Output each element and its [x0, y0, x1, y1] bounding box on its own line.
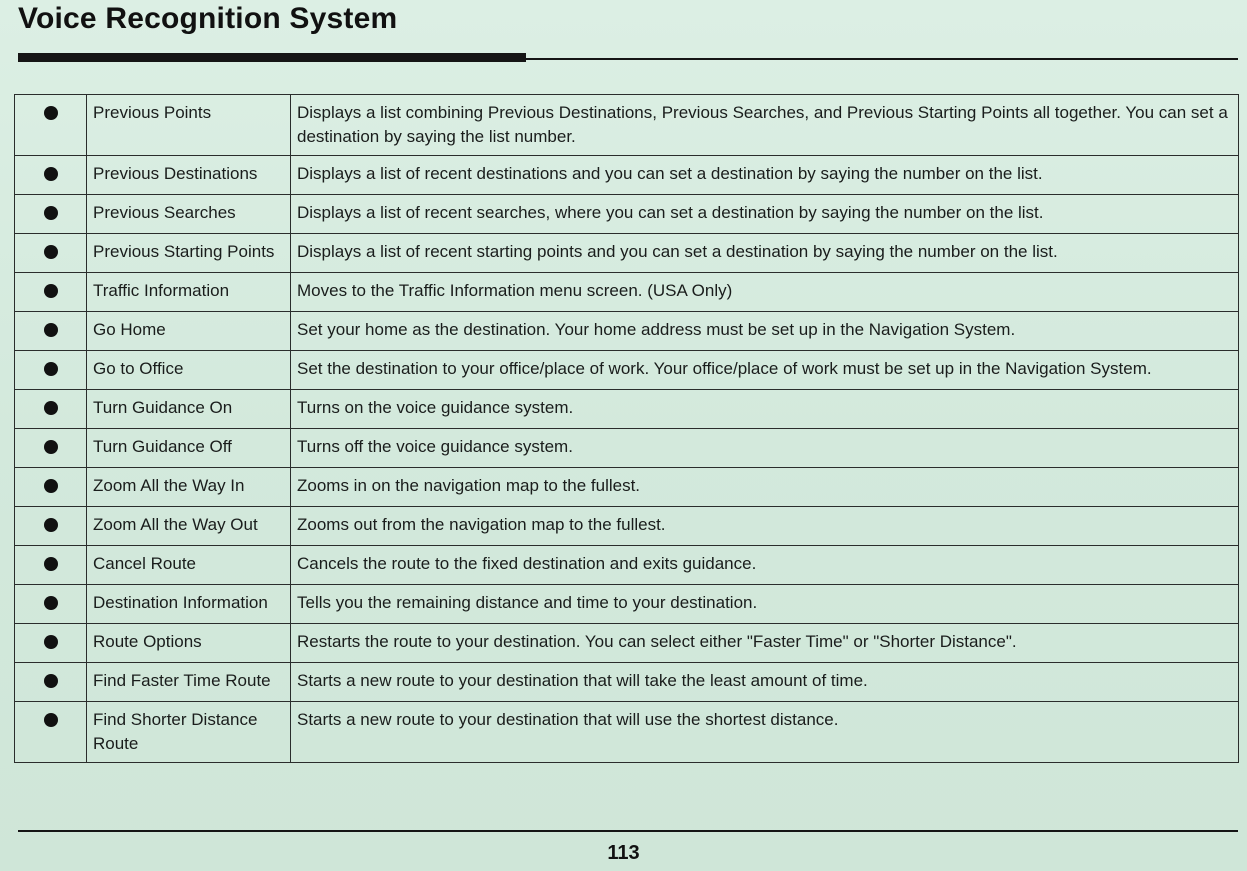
bullet-cell	[15, 468, 87, 507]
bullet-icon	[44, 284, 58, 298]
bullet-cell	[15, 234, 87, 273]
bullet-cell	[15, 195, 87, 234]
command-description: Displays a list combining Previous Destinations, Previous Searches, and Previous Starting Points all together. You can set a destination by saying the list number.	[291, 95, 1239, 156]
bullet-icon	[44, 440, 58, 454]
command-description: Tells you the remaining distance and time to your destination.	[291, 585, 1239, 624]
bullet-cell	[15, 95, 87, 156]
bullet-cell	[15, 585, 87, 624]
command-name: Find Shorter Distance Route	[87, 702, 291, 763]
command-name: Previous Searches	[87, 195, 291, 234]
table-row	[15, 312, 1239, 351]
bullet-icon	[44, 362, 58, 376]
command-description: Set your home as the destination. Your home address must be set up in the Navigation System.	[291, 312, 1239, 351]
command-name: Zoom All the Way In	[87, 468, 291, 507]
command-description: Restarts the route to your destination. You can select either "Faster Time" or "Shorter Distance".	[291, 624, 1239, 663]
bullet-icon	[44, 518, 58, 532]
bullet-icon	[44, 635, 58, 649]
command-description: Turns off the voice guidance system.	[291, 429, 1239, 468]
table-row	[15, 195, 1239, 234]
command-name: Previous Destinations	[87, 156, 291, 195]
command-name: Turn Guidance On	[87, 390, 291, 429]
bullet-cell	[15, 702, 87, 763]
command-description: Displays a list of recent searches, where you can set a destination by saying the number on the list.	[291, 195, 1239, 234]
command-name: Previous Points	[87, 95, 291, 156]
table-row	[15, 546, 1239, 585]
command-name: Find Faster Time Route	[87, 663, 291, 702]
command-name: Route Options	[87, 624, 291, 663]
title-underline-accent	[18, 53, 526, 62]
bullet-cell	[15, 546, 87, 585]
table-row	[15, 234, 1239, 273]
table-row	[15, 624, 1239, 663]
table-row	[15, 468, 1239, 507]
bullet-icon	[44, 206, 58, 220]
bullet-icon	[44, 401, 58, 415]
table-row	[15, 429, 1239, 468]
bullet-cell	[15, 429, 87, 468]
command-description: Zooms out from the navigation map to the fullest.	[291, 507, 1239, 546]
bullet-cell	[15, 663, 87, 702]
page-title: Voice Recognition System	[18, 2, 398, 35]
table-row	[15, 390, 1239, 429]
bullet-cell	[15, 351, 87, 390]
bullet-icon	[44, 106, 58, 120]
bullet-icon	[44, 167, 58, 181]
command-name: Destination Information	[87, 585, 291, 624]
page-number: 113	[607, 842, 640, 864]
command-description: Turns on the voice guidance system.	[291, 390, 1239, 429]
table-row	[15, 585, 1239, 624]
command-description: Cancels the route to the fixed destination and exits guidance.	[291, 546, 1239, 585]
command-name: Cancel Route	[87, 546, 291, 585]
table-row	[15, 663, 1239, 702]
command-name: Go Home	[87, 312, 291, 351]
command-description: Set the destination to your office/place of work. Your office/place of work must be set up in the Navigation System.	[291, 351, 1239, 390]
command-name: Zoom All the Way Out	[87, 507, 291, 546]
bullet-icon	[44, 674, 58, 688]
command-name: Traffic Information	[87, 273, 291, 312]
command-description: Zooms in on the navigation map to the fullest.	[291, 468, 1239, 507]
bullet-cell	[15, 156, 87, 195]
command-description: Starts a new route to your destination that will take the least amount of time.	[291, 663, 1239, 702]
command-name: Turn Guidance Off	[87, 429, 291, 468]
command-name: Go to Office	[87, 351, 291, 390]
bullet-icon	[44, 245, 58, 259]
bullet-cell	[15, 390, 87, 429]
command-name: Previous Starting Points	[87, 234, 291, 273]
bullet-cell	[15, 507, 87, 546]
bullet-icon	[44, 596, 58, 610]
footer-rule	[18, 830, 1238, 832]
table-row	[15, 507, 1239, 546]
voice-command-table	[14, 94, 1239, 763]
table-row	[15, 273, 1239, 312]
table-row	[15, 702, 1239, 763]
table-row	[15, 95, 1239, 156]
bullet-icon	[44, 557, 58, 571]
bullet-cell	[15, 312, 87, 351]
bullet-icon	[44, 713, 58, 727]
bullet-icon	[44, 323, 58, 337]
table-row	[15, 351, 1239, 390]
bullet-cell	[15, 624, 87, 663]
command-description: Moves to the Traffic Information menu screen. (USA Only)	[291, 273, 1239, 312]
bullet-icon	[44, 479, 58, 493]
command-description: Displays a list of recent destinations and you can set a destination by saying the number on the list.	[291, 156, 1239, 195]
table-row	[15, 156, 1239, 195]
bullet-cell	[15, 273, 87, 312]
command-description: Displays a list of recent starting points and you can set a destination by saying the number on the list.	[291, 234, 1239, 273]
command-description: Starts a new route to your destination that will use the shortest distance.	[291, 702, 1239, 763]
